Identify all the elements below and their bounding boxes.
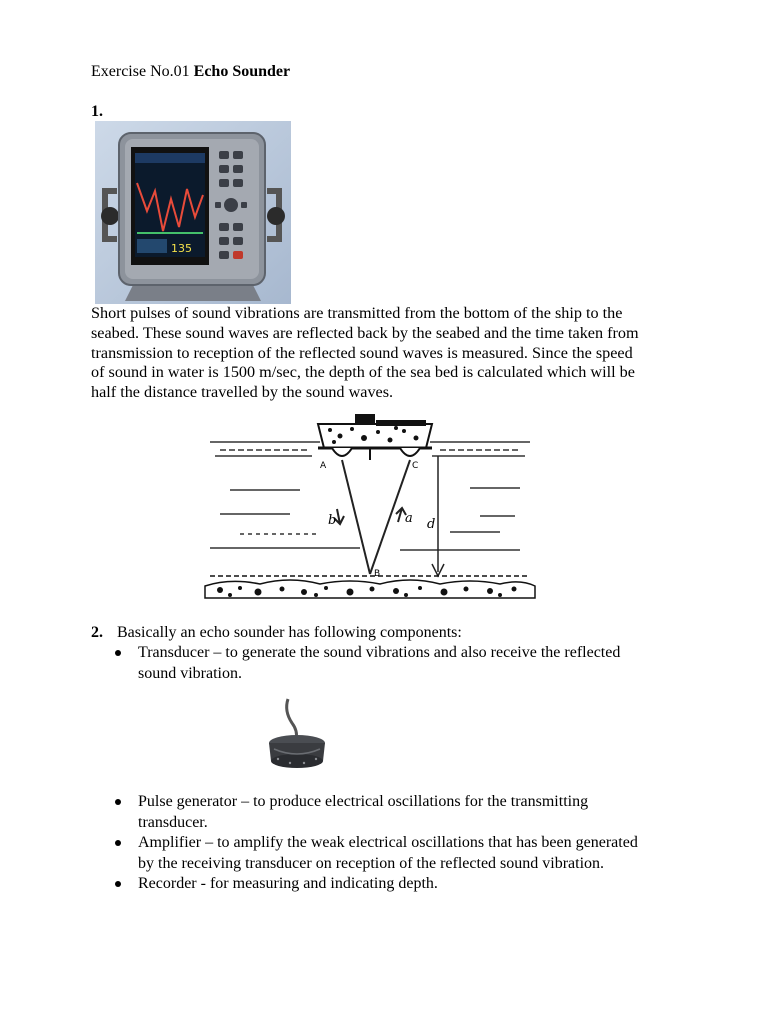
label-a: A — [320, 461, 327, 471]
list-item-line: transducer. — [138, 813, 208, 831]
title-bold: Echo Sounder — [193, 63, 291, 80]
section-2-number: 2. — [91, 624, 103, 641]
list-item-pulse-generator — [112, 792, 722, 833]
echo-sounder-device-image — [95, 121, 291, 304]
paragraph-line: half the distance travelled by the sound waves. — [91, 383, 394, 402]
component-list-rest — [112, 792, 722, 895]
section-2-intro: Basically an echo sounder has following components: — [117, 624, 462, 641]
section-1-paragraph — [91, 304, 711, 403]
list-item-recorder — [112, 874, 722, 895]
label-depth: d — [427, 517, 436, 532]
list-item-line: Amplifier – to amplify the weak electrical oscillations that has been generated — [138, 834, 638, 851]
paragraph-line: of sound in water is 1500 m/sec, the depth of the sea bed is calculated which will be — [91, 363, 635, 382]
list-item-line: by the receiving transducer on reception of the reflected sound vibration. — [138, 854, 605, 872]
list-item-transducer — [112, 643, 722, 684]
device-depth-readout: 135 — [171, 242, 192, 255]
label-left-arrow: b — [328, 513, 337, 528]
label-c: C — [412, 461, 419, 471]
label-b: B — [374, 569, 381, 579]
title-prefix: Exercise No.01 — [91, 63, 194, 80]
list-item-line: sound vibration. — [138, 664, 242, 682]
label-right-arrow: a — [405, 511, 413, 526]
paragraph-line: transmission to reception of the reflected sound waves is measured. Since the speed — [91, 343, 633, 362]
list-item-line: Pulse generator – to produce electrical oscillations for the transmitting — [138, 793, 589, 810]
section-1-number: 1. — [91, 103, 103, 120]
component-list-first — [112, 643, 722, 684]
section-2-heading — [91, 623, 462, 643]
transducer-image — [262, 697, 332, 773]
paragraph-line: seabed. These sound waves are reflected back by the seabed and the time taken from — [91, 323, 639, 342]
page-title — [91, 62, 290, 82]
list-item-amplifier — [112, 833, 722, 874]
list-item-line: Transducer – to generate the sound vibrations and also receive the reflected — [138, 644, 621, 661]
list-item-line: Recorder - for measuring and indicating depth. — [138, 875, 438, 892]
paragraph-line: Short pulses of sound vibrations are transmitted from the bottom of the ship to the — [91, 304, 623, 322]
echo-sounding-diagram — [200, 404, 540, 604]
